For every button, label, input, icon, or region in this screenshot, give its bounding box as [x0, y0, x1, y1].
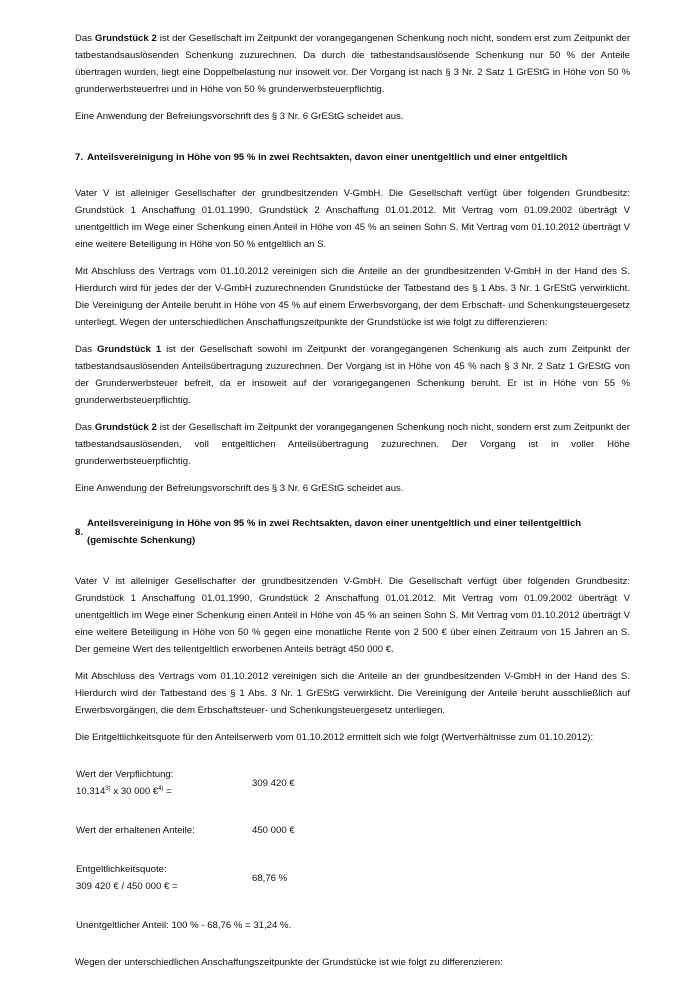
section-title: Anteilsvereinigung in Höhe von 95 % in zwei Rechtsakten, davon einer unentgeltlich und einer teilentgeltlich (gemischte Schenkung) — [87, 518, 582, 546]
calc-row-anteile — [75, 822, 295, 839]
paragraph-sachverhalt-8: Vater V ist alleiniger Gesellschafter der grundbesitzenden V-GmbH. Die Gesellschaft verfügt über folgenden Grundbesitz: Grundstück 1 Anschaffung 01.01.1990, Grundstück 2 Anschaffung 01.01.2012. Mit Vertrag vom 01.09.2002 überträgt V unentgeltlich im Wege einer Schenkung einen Anteil in Höhe von 45 % an seinen Sohn S. Mit Vertrag vom 01.10.2012 überträgt V eine weitere Beteiligung in Höhe von 50 % gegen eine monatliche Rente von 2 500 € über einen Zeitraum von 15 Jahren an S. Der gemeine Wert des teilentgeltlich erworbenen Anteils beträgt 450 000 €. — [75, 576, 630, 655]
bold-term: Grundstück 1 — [97, 344, 162, 355]
calc-summary: Unentgeltlicher Anteil: 100 % - 68,76 % = 31,24 %. — [76, 920, 292, 931]
calculation-table — [75, 766, 295, 934]
calc-formula — [76, 783, 252, 800]
footnote-ref: 4) — [158, 785, 164, 792]
paragraph-vereinigung-7: Mit Abschluss des Vertrags vom 01.10.2012 vereinigen sich die Anteile an der grundbesitzenden V-GmbH in der Hand des S. Hierdurch wird für jedes der der V-GmbH zuzurechnenden Grundstücke der Tatbestand des § 1 Abs. 3 Nr. 1 GrEStG verwirklicht. Die Vereinigung der Anteile beruht in Höhe von 45 % auf einem Erwerbsvorgang, der dem Erbschaft- und Schenkungsteuergesetz unterliegt. Wegen der unterschiedlichen Anschaffungszeitpunkte der Grundstücke ist wie folgt zu differenzieren: — [75, 266, 630, 328]
text: Das — [75, 344, 98, 355]
text: ist der Gesellschaft sowohl im Zeitpunkt der vorangegangenen Schenkung als auch zum Zeitpunkt der tatbestandsauslösenden Anteilsübertragung zuzurechnen. Der Vorgang ist in Höhe von 45 % nach § 3 Nr. 2 Satz 1 GrEStG von der Grunderwerbsteuer befreit, da er insoweit auf der vorangegangenen Schenkung beruht. Er ist in Höhe von 55 % grunderwerbsteuerpflichtig. — [75, 344, 631, 406]
section-title: Anteilsvereinigung in Höhe von 95 % in zwei Rechtsakten, davon einer unentgeltlich und einer entgeltlich — [87, 152, 568, 163]
paragraph-grundstueck2-a — [75, 30, 630, 98]
text: ist der Gesellschaft im Zeitpunkt der vorangegangenen Schenkung noch nicht, sondern erst zum Zeitpunkt der tatbestandsauslösenden Schenkung zuzurechnen. Da durch die tatbestandsauslösende Schenkung nur 50 % der Anteile übertragen wurden, liegt eine Doppelbelastung nur insoweit vor. Der Vorgang ist nach § 3 Nr. 2 Satz 1 GrEStG in Höhe von 50 % grunderwerbsteuerfrei und in Höhe von 50 % grunderwerbsteuerpflichtig. — [75, 33, 631, 95]
formula-part: x 30 000 € — [110, 786, 159, 797]
calc-label — [75, 861, 252, 895]
calc-value: 450 000 € — [252, 825, 295, 836]
paragraph-sachverhalt-7: Vater V ist alleiniger Gesellschafter der grundbesitzenden V-GmbH. Die Gesellschaft verfügt über folgenden Grundbesitz: Grundstück 1 Anschaffung 01.01.1990, Grundstück 2 Anschaffung 01.01.2012. Mit Vertrag vom 01.09.2002 überträgt V unentgeltlich im Wege einer Schenkung einen Anteil in Höhe von 45 % an seinen Sohn S. Mit Vertrag vom 01.10.2012 überträgt V eine weitere Beteiligung in Höhe von 50 % entgeltlich an S. — [75, 188, 630, 250]
text: Das — [75, 33, 95, 44]
calc-row-unentgeltlich — [75, 917, 295, 934]
paragraph-grundstueck2-7 — [75, 419, 630, 470]
calc-label — [75, 766, 252, 800]
section-heading-8 — [75, 515, 630, 549]
paragraph-vereinigung-8: Mit Abschluss des Vertrags vom 01.10.2012 vereinigen sich die Anteile an der grundbesitzenden V-GmbH in der Hand des S. Hierdurch wird der Tatbestand des § 1 Abs. 3 Nr. 1 GrEStG verwirklicht. Die Vereinigung der Anteile beruht ausschließlich auf Erwerbsvorgängen, die dem Erbschaftsteuer- und Schenkungsteuergesetz unterliegen. — [75, 671, 630, 716]
text: Das — [75, 422, 95, 433]
formula-part: = — [163, 786, 172, 797]
calc-label: Wert der erhaltenen Anteile: — [76, 825, 195, 836]
section-number: 8. — [75, 526, 84, 538]
calc-row-verpflichtung — [75, 766, 295, 800]
paragraph-differenzierung-8: Wegen der unterschiedlichen Anschaffungszeitpunkte der Grundstücke ist wie folgt zu differenzieren: — [75, 957, 503, 968]
document-page — [75, 30, 630, 981]
calc-label-text: Wert der Verpflichtung: — [76, 769, 174, 780]
calc-row-quote — [75, 861, 295, 895]
bold-term: Grundstück 2 — [94, 33, 157, 44]
calc-value: 309 420 € — [252, 777, 295, 789]
bold-term: Grundstück 2 — [94, 422, 157, 433]
formula-part: 10,314 — [76, 786, 106, 797]
paragraph-befreiung-7: Eine Anwendung der Befreiungsvorschrift des § 3 Nr. 6 GrEStG scheidet aus. — [75, 483, 404, 494]
calc-formula: 309 420 € / 450 000 € = — [76, 881, 178, 892]
footnote-ref: 3) — [105, 785, 111, 792]
paragraph-befreiung-a: Eine Anwendung der Befreiungsvorschrift des § 3 Nr. 6 GrEStG scheidet aus. — [75, 111, 404, 122]
paragraph-quote-intro: Die Entgeltlichkeitsquote für den Anteilserwerb vom 01.10.2012 ermittelt sich wie folgt (Wertverhältnisse zum 01.10.2012): — [75, 732, 594, 743]
section-heading-7 — [75, 149, 630, 166]
calc-value: 68,76 % — [252, 872, 288, 884]
section-number: 7. — [75, 152, 84, 163]
calc-label-text: Entgeltlichkeitsquote: — [76, 864, 167, 875]
paragraph-grundstueck1-7 — [75, 341, 630, 409]
text: ist der Gesellschaft im Zeitpunkt der vorangegangenen Schenkung noch nicht, sondern erst zum Zeitpunkt der tatbestandsauslösenden, voll entgeltlichen Anteilsübertragung zuzurechnen. Der Vorgang ist in voller Höhe grunderwerbsteuerpflichtig. — [75, 422, 631, 467]
